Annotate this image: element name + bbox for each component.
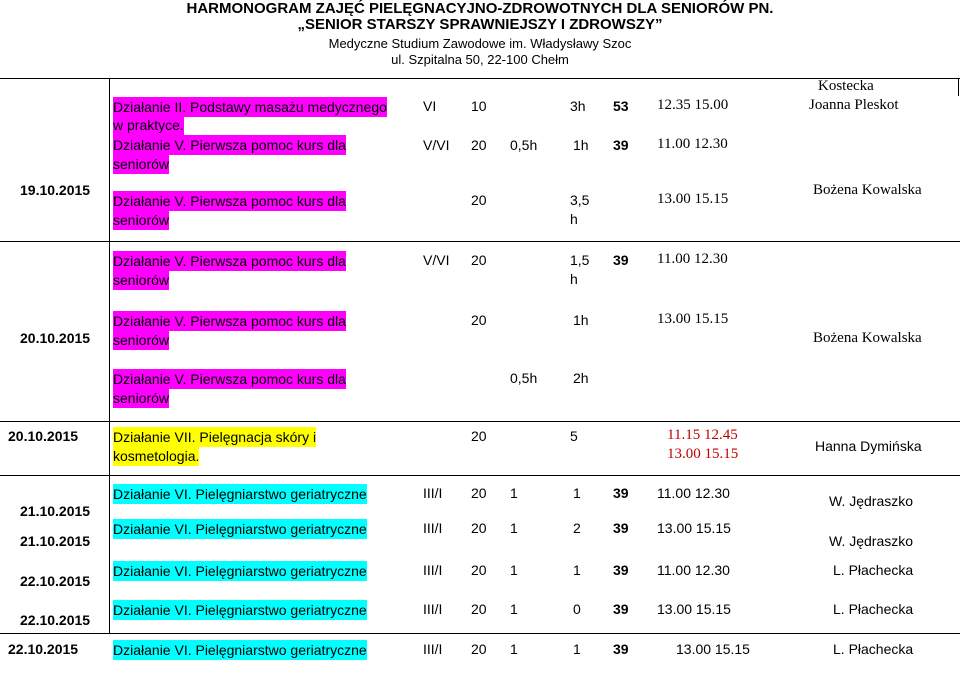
hours: 1	[510, 485, 518, 501]
group: V/VI	[423, 252, 450, 268]
group: III/I	[423, 485, 443, 501]
hours: 1	[510, 601, 518, 617]
hours: 0,5h	[510, 370, 538, 386]
trainer: Kostecka	[818, 78, 874, 94]
row-divider	[0, 633, 960, 634]
date: 21.10.2015	[20, 533, 91, 549]
participant-count: 20	[471, 485, 487, 501]
activity-name-cont: seniorów	[113, 390, 170, 406]
hours: 1	[510, 641, 518, 657]
activity-name: Działanie V. Pierwsza pomoc kurs dla	[113, 371, 346, 387]
room: 39	[613, 252, 629, 268]
hours: 2	[573, 520, 581, 536]
group: III/I	[423, 562, 443, 578]
time: 11.00 12.30	[657, 136, 728, 152]
hours: 3h	[570, 98, 586, 114]
participant-count: 20	[471, 562, 487, 578]
participant-count: 20	[471, 428, 487, 444]
activity-name: Działanie VI. Pielęgniarstwo geriatryczne	[113, 602, 367, 618]
trainer: Bożena Kowalska	[813, 330, 922, 346]
participant-count: 20	[471, 252, 487, 268]
date: 22.10.2015	[20, 612, 91, 628]
trainer: L. Płachecka	[833, 641, 914, 657]
school-name: Medyczne Studium Zawodowe im. Władysławy Szoc	[328, 36, 632, 51]
document-title: HARMONOGRAM ZAJĘĆ PIELĘGNACYJNO-ZDROWOTNYCH DLA SENIORÓW PN.	[186, 0, 774, 17]
hours: 1h	[573, 312, 589, 328]
time: 13.00 15.15	[657, 311, 729, 327]
row-divider	[0, 241, 960, 242]
activity-name-cont: seniorów	[113, 212, 170, 228]
group: III/I	[423, 520, 443, 536]
group: VI	[423, 98, 437, 114]
time: 13.00 15.15	[657, 601, 731, 617]
date: 19.10.2015	[20, 182, 91, 198]
activity-name: Działanie VI. Pielęgniarstwo geriatryczne	[113, 642, 367, 658]
time: 11.00 12.30	[657, 251, 728, 267]
time: 11.00 12.30	[657, 485, 730, 501]
participant-count: 20	[471, 641, 487, 657]
activity-name-cont: w praktyce.	[113, 117, 184, 133]
time: 11.15 12.45	[667, 427, 738, 443]
table-border-right-top	[958, 78, 959, 96]
room: 39	[613, 137, 629, 153]
hours: 0	[573, 601, 581, 617]
group: V/VI	[423, 137, 450, 153]
group: III/I	[423, 641, 443, 657]
trainer: Joanna Pleskot	[809, 97, 899, 113]
school-address: ul. Szpitalna 50, 22-100 Chełm	[391, 52, 569, 67]
time: 13.00 15.15	[657, 191, 729, 207]
activity-name-cont: seniorów	[113, 332, 170, 348]
activity-name: Działanie VI. Pielęgniarstwo geriatryczne	[113, 486, 367, 502]
hours: 1	[510, 562, 518, 578]
room: 39	[613, 485, 629, 501]
hours: 1	[573, 485, 581, 501]
row-divider	[0, 475, 960, 476]
hours: 1	[573, 562, 581, 578]
column-divider	[109, 78, 110, 633]
hours: 1h	[573, 137, 589, 153]
trainer: Hanna Dymińska	[815, 438, 922, 454]
room: 39	[613, 641, 629, 657]
activity-name: Działanie V. Pierwsza pomoc kurs dla	[113, 313, 346, 329]
hours: 1	[510, 520, 518, 536]
activity-name-cont: seniorów	[113, 272, 170, 288]
time: 13.00 15.15	[676, 641, 750, 657]
hours: 0,5h	[510, 137, 538, 153]
activity-name: Działanie VII. Pielęgnacja skóry i	[113, 429, 317, 445]
activity-name: Działanie V. Pierwsza pomoc kurs dla	[113, 137, 346, 153]
hours: 5	[570, 428, 578, 444]
room: 39	[613, 601, 629, 617]
participant-count: 20	[471, 601, 487, 617]
activity-name-cont: kosmetologia.	[113, 448, 200, 464]
participant-count: 20	[471, 520, 487, 536]
date: 22.10.2015	[8, 641, 79, 657]
hours-cont: h	[570, 271, 578, 287]
group: III/I	[423, 601, 443, 617]
trainer: W. Jędraszko	[829, 533, 914, 549]
hours: 3,5	[570, 192, 590, 208]
trainer: L. Płachecka	[833, 601, 914, 617]
room: 39	[613, 520, 629, 536]
activity-name: Działanie V. Pierwsza pomoc kurs dla	[113, 193, 346, 209]
room: 39	[613, 562, 629, 578]
date: 21.10.2015	[20, 503, 91, 519]
hours: 1	[573, 641, 581, 657]
participant-count: 20	[471, 137, 487, 153]
time: 12.35 15.00	[657, 97, 729, 113]
participant-count: 20	[471, 312, 487, 328]
time: 13.00 15.15	[657, 520, 731, 536]
program-name: „SENIOR STARSZY SPRAWNIEJSZY I ZDROWSZY”	[297, 16, 663, 33]
trainer: L. Płachecka	[833, 562, 914, 578]
hours: 2h	[573, 370, 589, 386]
participant-count: 20	[471, 192, 487, 208]
time: 11.00 12.30	[657, 562, 730, 578]
hours-cont: h	[570, 211, 578, 227]
table-border-top	[0, 78, 960, 79]
trainer: W. Jędraszko	[829, 493, 914, 509]
participant-count: 10	[471, 98, 487, 114]
row-divider	[0, 421, 960, 422]
date: 20.10.2015	[20, 330, 91, 346]
date: 20.10.2015	[8, 428, 79, 444]
trainer: Bożena Kowalska	[813, 182, 922, 198]
activity-name: Działanie VI. Pielęgniarstwo geriatryczne	[113, 563, 367, 579]
activity-name: Działanie V. Pierwsza pomoc kurs dla	[113, 253, 346, 269]
time: 13.00 15.15	[667, 446, 739, 462]
activity-name: Działanie VI. Pielęgniarstwo geriatryczne	[113, 521, 367, 537]
room: 53	[613, 98, 629, 114]
activity-name: Działanie II. Podstawy masażu medycznego	[113, 99, 387, 115]
date: 22.10.2015	[20, 573, 91, 589]
activity-name-cont: seniorów	[113, 156, 170, 172]
hours: 1,5	[570, 252, 590, 268]
